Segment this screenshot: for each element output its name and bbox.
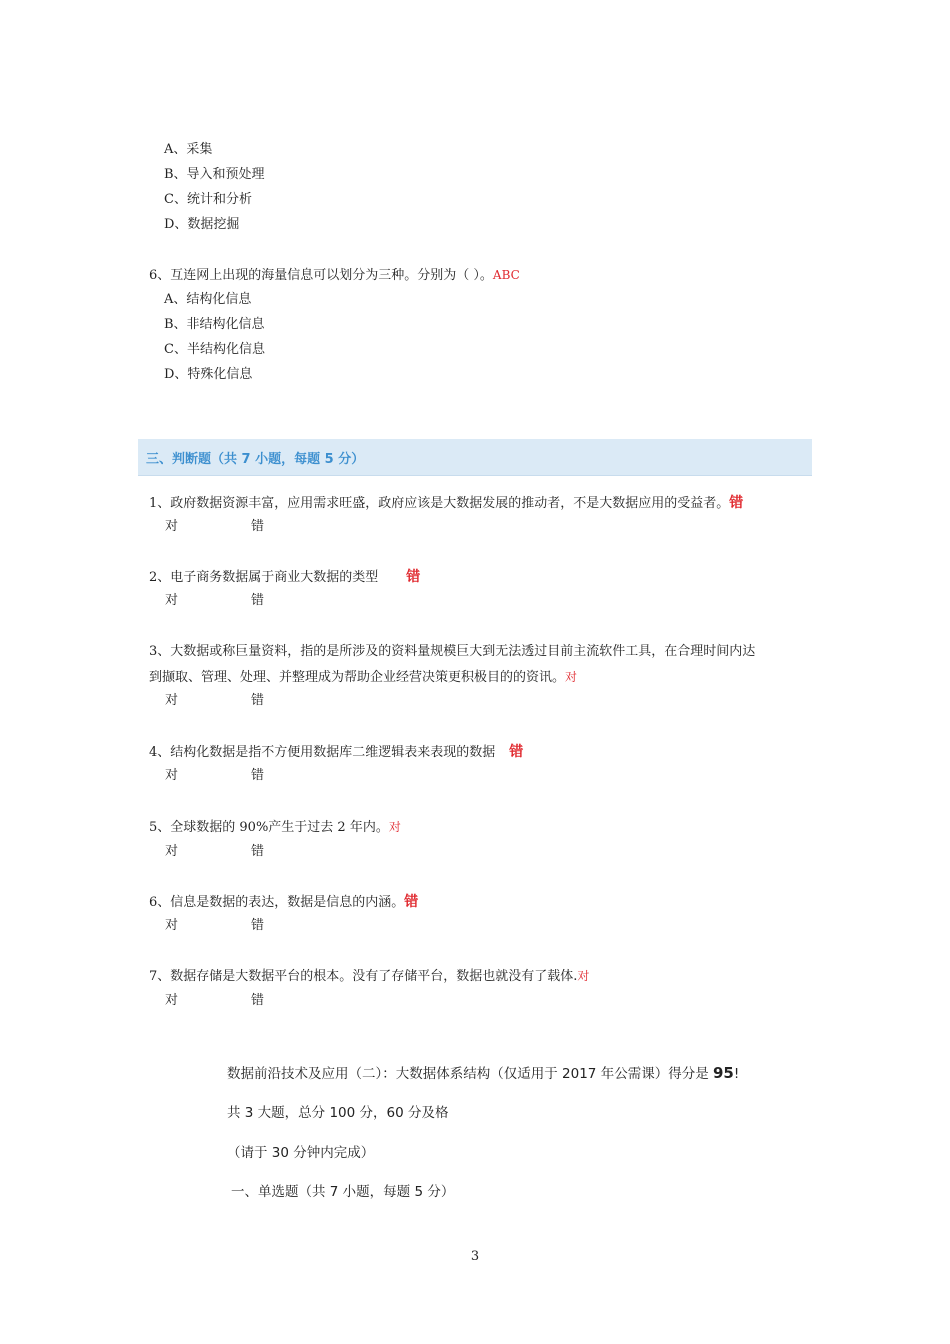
true-option[interactable]: 对 [165,844,179,859]
tf-question-3-line2 [149,668,577,687]
false-option[interactable]: 错 [251,693,265,708]
question-text: 4、结构化数据是指不方便用数据库二维逻辑表来表现的数据 [149,745,496,760]
question-text: 5、全球数据的 90%产生于过去 2 年内。 [149,820,389,835]
answer: 错 [406,569,421,585]
true-option[interactable]: 对 [165,593,179,608]
false-option[interactable]: 错 [251,768,265,783]
true-option[interactable]: 对 [165,519,179,534]
false-option[interactable]: 错 [251,519,265,534]
exam-result-title [227,1064,739,1083]
answer: 错 [509,744,524,760]
option-c: C、统计和分析 [164,192,252,207]
true-option[interactable]: 对 [165,693,179,708]
option-a: A、结构化信息 [164,292,252,307]
option-b: B、导入和预处理 [164,167,265,182]
option-c: C、半结构化信息 [164,342,265,357]
option-d: D、数据挖掘 [164,217,240,232]
answer: 错 [404,894,419,910]
tf-question-5 [149,818,401,837]
answer: 对 [565,670,578,684]
exam-summary: 共 3 大题，总分 100 分，60 分及格 [227,1105,449,1121]
option-b: B、非结构化信息 [164,317,265,332]
false-option[interactable]: 错 [251,993,265,1008]
option-a: A、采集 [164,142,213,157]
answer: ABC [492,268,520,282]
true-option[interactable]: 对 [165,918,179,933]
question-6 [149,266,520,285]
option-d: D、特殊化信息 [164,367,253,382]
false-option[interactable]: 错 [251,918,265,933]
question-text: 1、政府数据资源丰富，应用需求旺盛，政府应该是大数据发展的推动者，不是大数据应用的受益者。 [149,496,730,511]
tf-question-7 [149,967,589,986]
section-header [138,439,812,476]
tf-question-1 [149,494,743,513]
false-option[interactable]: 错 [251,593,265,608]
true-option[interactable]: 对 [165,768,179,783]
answer: 错 [729,495,744,511]
score: 95 [712,1064,734,1082]
answer: 对 [577,969,590,983]
false-option[interactable]: 错 [251,844,265,859]
tf-question-2 [149,568,420,587]
tf-question-3-line1: 3、大数据或称巨量资料，指的是所涉及的资料量规模巨大到无法透过目前主流软件工具，在合理时间内达 [149,644,756,659]
section-1-title: 一、单选题（共 7 小题，每题 5 分） [231,1184,455,1200]
tf-question-6 [149,893,418,912]
tf-question-4 [149,743,523,762]
answer: 对 [388,820,401,834]
page-number: 3 [470,1249,480,1264]
exclaim: ! [733,1066,740,1082]
exam-title: 数据前沿技术及应用（二）：大数据体系结构（仅适用于 2017 年公需课）得分是 [227,1066,713,1082]
true-option[interactable]: 对 [165,993,179,1008]
question-text: 到撷取、管理、处理、并整理成为帮助企业经营决策更积极目的的资讯。 [149,670,566,685]
question-text: 7、数据存储是大数据平台的根本。没有了存储平台，数据也就没有了载体. [149,969,578,984]
time-note: （请于 30 分钟内完成） [227,1145,375,1161]
question-text: 6、信息是数据的表达，数据是信息的内涵。 [149,895,405,910]
section-title: 三、判断题（共 7 小题，每题 5 分） [146,452,365,467]
question-text: 2、电子商务数据属于商业大数据的类型 [149,570,379,585]
question-text: 6、互连网上出现的海量信息可以划分为三种。分别为（ ）。 [149,268,493,283]
